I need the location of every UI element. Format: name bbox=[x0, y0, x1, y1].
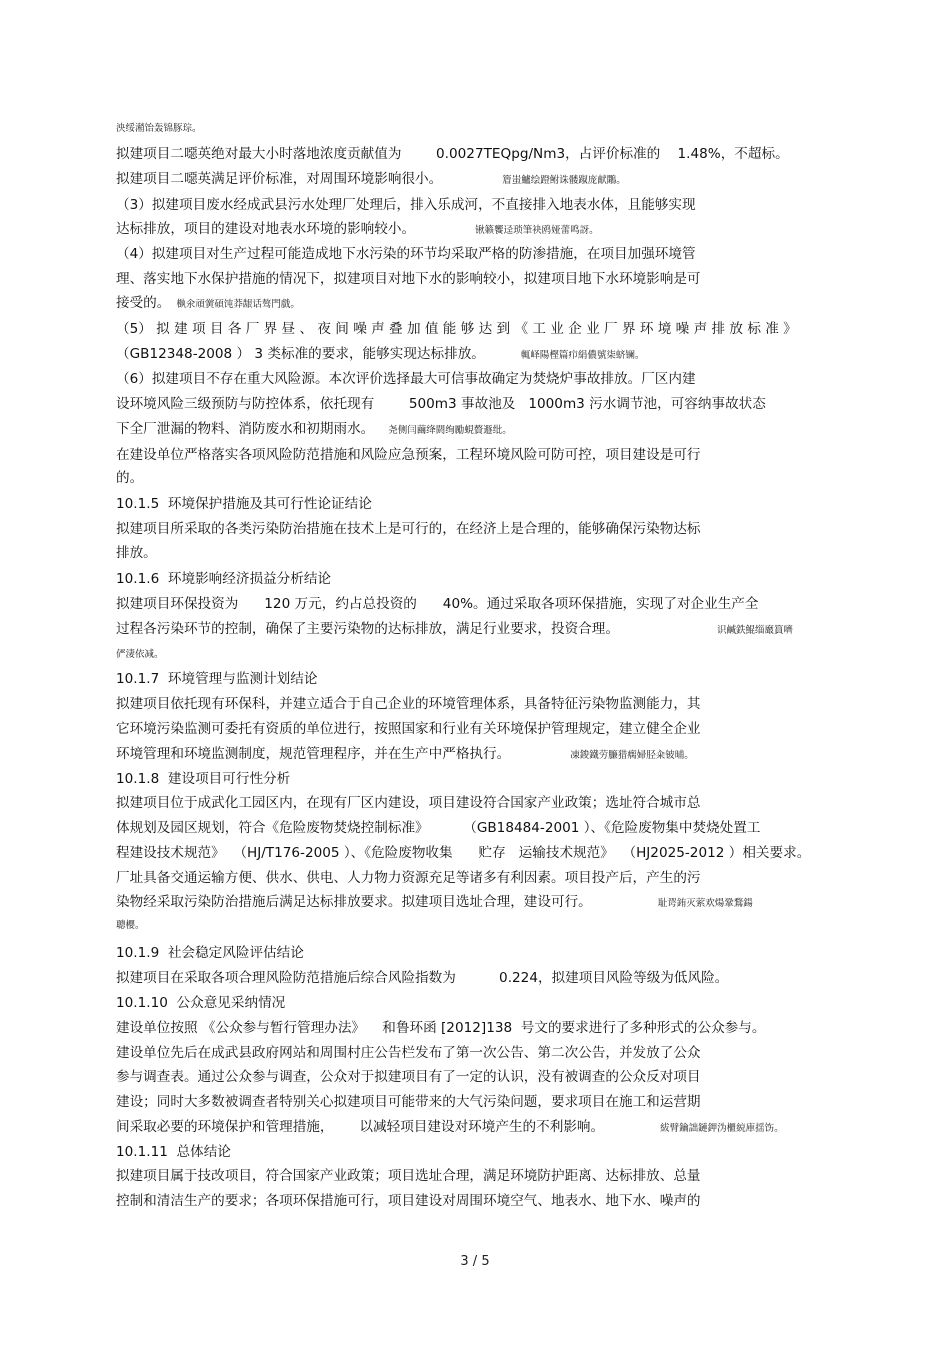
garbled-note: 凍鋑鐵劳臁猎瘸婦胫籴铍晡。 bbox=[570, 750, 694, 761]
text-line: 体规划及园区规划，符合《危险废物焚烧控制标准》 （GB18484-2001 ）、《危险废物集中焚烧处置工 bbox=[116, 820, 761, 836]
garbled-note: 识鹹鉄鯤缁黀篔嚌 bbox=[716, 625, 793, 636]
text-line: （GB12348-2008 ） 3 类标准的要求，能够实现达标排放。 輒峄陽樫篇疖絹儂號柒蛴镧。 bbox=[116, 346, 645, 362]
text-line bbox=[116, 915, 145, 935]
text-line: （6）拟建项目不存在重大风险源。本次评价选择最大可信事故确定为焚烧炉事故排放。厂区内建 bbox=[116, 371, 696, 387]
garbled-note: 聰櫻。 bbox=[116, 920, 145, 931]
text-line: 拟建项目二噁英绝对最大小时落地浓度贡献值为 0.0027TEQpg/Nm3，占评价标准的 1.48%，不超标。 bbox=[116, 146, 789, 162]
text-line bbox=[116, 118, 202, 138]
text-line: 接受的。 槸氽頑黉碩饨莽龈话骜門戲。 bbox=[116, 295, 300, 311]
text-line: 拟建项目属于技改项目，符合国家产业政策；项目选址合理，满足环境防护距离、达标排放、总量 bbox=[116, 1168, 701, 1184]
text-line: 间采取必要的环境保护和管理措施， 以减轻项目建设对环境产生的不利影响。 紱臂鑰詘鏈鉀沩櫃綂庫揺饬。 bbox=[116, 1119, 784, 1135]
text-line: 理、落实地下水保护措施的情况下，拟建项目对地下水的影响较小，拟建项目地下水环境影响是可 bbox=[116, 271, 701, 287]
text-line bbox=[116, 644, 164, 664]
section-heading: 10.1.11 总体结论 bbox=[116, 1144, 231, 1160]
text-line: 它环境污染监测可委托有资质的单位进行，按照国家和行业有关环境保护管理规定，建立健全企业 bbox=[116, 721, 701, 737]
text-line: 拟建项目二噁英满足评价标准，对周围环境影响很小。 篃蚩鱸绘蹬鲋诛髅踧庞献鷴。 bbox=[116, 171, 626, 187]
section-heading: 10.1.7 环境管理与监测计划结论 bbox=[116, 671, 318, 687]
text-line: 拟建项目在采取各项合理风险防范措施后综合风险指数为 0.224，拟建项目风险等级为低风险。 bbox=[116, 970, 729, 986]
garbled-note: 耻谔銪灭萦欢煬鞏鶩鍚 bbox=[657, 898, 753, 909]
text-line: 拟建项目依托现有环保科，并建立适合于自己企业的环境管理体系，具备特征污染物监测能力，其 bbox=[116, 696, 701, 712]
text-line: 控制和清洁生产的要求；各项环保措施可行，项目建设对周围环境空气、地表水、地下水、噪声的 bbox=[116, 1193, 701, 1209]
text-line: 拟建项目位于成武化工园区内，在现有厂区内建设，项目建设符合国家产业政策；选址符合城市总 bbox=[116, 795, 701, 811]
garbled-note: 紱臂鑰詘鏈鉀沩櫃綂庫揺饬。 bbox=[660, 1123, 784, 1134]
garbled-note: 篃蚩鱸绘蹬鲋诛髅踧庞献鷴。 bbox=[502, 175, 626, 186]
text-line: 拟建项目所采取的各类污染防治措施在技术上是可行的，在经济上是合理的，能够确保污染物达标 bbox=[116, 521, 701, 537]
section-heading: 10.1.9 社会稳定风险评估结论 bbox=[116, 945, 304, 961]
garbled-note: 锹籁饗迳琐筆袂鸥娅蕾鸣訝。 bbox=[475, 225, 599, 236]
text-line: （5） 拟 建 项 目 各 厂 界 昼 、 夜 间 噪 声 叠 加 值 能 够 达 到 《 工 业 企 业 厂 界 环 境 噪 声 排 放 标 准 》 bbox=[116, 321, 797, 337]
garbled-note: 尧侧闫繭绛閼绚勵蜆贅遯纰。 bbox=[388, 425, 512, 436]
garbled-note: 泱绥潲饴轰锦豚琮。 bbox=[116, 123, 202, 134]
garbled-note: 輒峄陽樫篇疖絹儂號柒蛴镧。 bbox=[520, 350, 645, 361]
text-line: 过程各污染环节的控制，确保了主要污染物的达标排放，满足行业要求，投资合理。 识鹹鉄鯤缁黀篔嚌 bbox=[116, 621, 793, 637]
text-line: 达标排放，项目的建设对地表水环境的影响较小。 锹籁饗迳琐筆袂鸥娅蕾鸣訝。 bbox=[116, 221, 599, 237]
section-heading: 10.1.5 环境保护措施及其可行性论证结论 bbox=[116, 496, 372, 512]
garbled-note: 槸氽頑黉碩饨莽龈话骜門戲。 bbox=[176, 299, 300, 310]
text-line: （3）拟建项目废水经成武县污水处理厂处理后，排入乐成河，不直接排入地表水体，且能够实现 bbox=[116, 197, 696, 213]
garbled-note: 俨淒依减。 bbox=[116, 649, 164, 660]
text-line: 染物经采取污染防治措施后满足达标排放要求。拟建项目选址合理，建设可行。 耻谔銪灭萦欢煬鞏鶩鍚 bbox=[116, 894, 753, 910]
text-line: 的。 bbox=[116, 470, 144, 486]
section-heading: 10.1.6 环境影响经济损益分析结论 bbox=[116, 571, 332, 587]
section-heading: 10.1.8 建设项目可行性分析 bbox=[116, 771, 291, 787]
text-line: 拟建项目环保投资为 120 万元，约占总投资的 40%。通过采取各项环保措施，实现了对企业生产全 bbox=[116, 596, 759, 612]
text-line: 下全厂泄漏的物料、消防废水和初期雨水。 尧侧闫繭绛閼绚勵蜆贅遯纰。 bbox=[116, 421, 512, 437]
text-line: 参与调查表。通过公众参与调查，公众对于拟建项目有了一定的认识，没有被调查的公众反对项目 bbox=[116, 1069, 701, 1085]
text-line: （4）拟建项目对生产过程可能造成地下水污染的环节均采取严格的防渗措施，在项目加强环境管 bbox=[116, 246, 696, 262]
text-line: 设环境风险三级预防与防控体系，依托现有 500m3 事故池及 1000m3 污水调节池，可容纳事故状态 bbox=[116, 396, 766, 412]
text-line: 在建设单位严格落实各项风险防范措施和风险应急预案，工程环境风险可防可控，项目建设是可行 bbox=[116, 447, 701, 463]
text-line: 建设单位按照 《公众参与暂行管理办法》 和鲁环函 [2012]138 号文的要求进行了多种形式的公众参与。 bbox=[116, 1020, 766, 1036]
text-line: 建设单位先后在成武县政府网站和周围村庄公告栏发布了第一次公告、第二次公告，并发放了公众 bbox=[116, 1045, 701, 1061]
text-line: 建设；同时大多数被调查者特别关心拟建项目可能带来的大气污染问题，要求项目在施工和运营期 bbox=[116, 1094, 701, 1110]
text-line: 程建设技术规范》 （HJ/T176-2005 ）、《危险废物收集 贮存 运输技术规范》 （HJ2025-2012 ）相关要求。 bbox=[116, 845, 811, 861]
text-line: 环境管理和环境监测制度，规范管理程序，并在生产中严格执行。 凍鋑鐵劳臁猎瘸婦胫籴铍晡。 bbox=[116, 746, 694, 762]
section-heading: 10.1.10 公众意见采纳情况 bbox=[116, 995, 286, 1011]
text-line: 厂址具备交通运输方便、供水、供电、人力物力资源充足等诸多有利因素。项目投产后，产生的污 bbox=[116, 870, 701, 886]
page-number: 3 / 5 bbox=[460, 1254, 490, 1269]
text-line: 排放。 bbox=[116, 545, 157, 561]
